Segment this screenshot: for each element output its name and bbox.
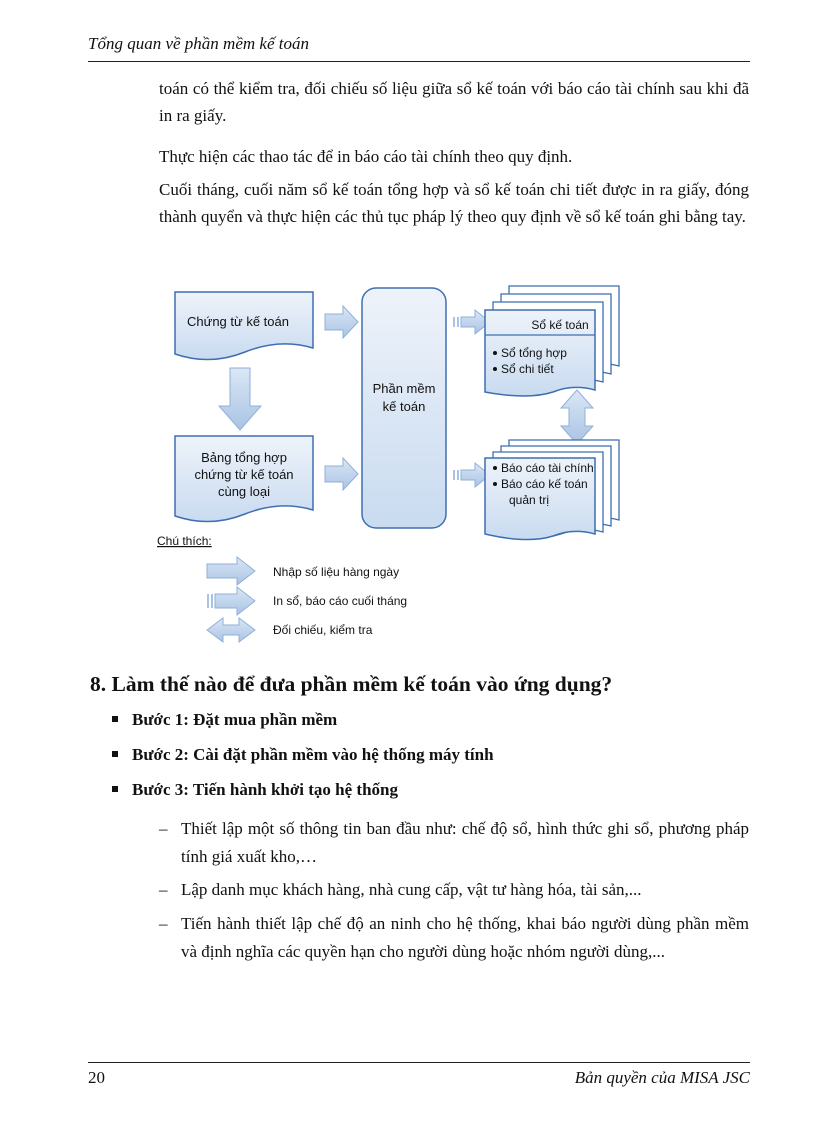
accounting-flow-diagram (155, 280, 623, 650)
paragraph-3: Cuối tháng, cuối năm sổ kế toán tổng hợp và sổ kế toán chi tiết được in ra giấy, đóng thành quyển và thực hiện các thủ tục pháp lý theo quy định về sổ kế toán ghi bằng tay. (159, 180, 749, 226)
substep-3 (159, 910, 749, 966)
legend-print-arrow-icon (207, 587, 255, 615)
bullet-square-icon (112, 751, 118, 757)
substep-2-text: Lập danh mục khách hàng, nhà cung cấp, vật tư hàng hóa, tài sản,... (181, 880, 642, 899)
dash-bullet: – (159, 880, 168, 899)
legend-item-2: In sổ, báo cáo cuối tháng (273, 594, 408, 608)
legend-item-3: Đối chiếu, kiểm tra (273, 623, 373, 637)
ledger-stack (485, 286, 619, 396)
legend-item-1: Nhập số liệu hàng ngày (273, 565, 400, 579)
dash-bullet: – (159, 819, 168, 838)
step-1-label: Bước 1: Đặt mua phần mềm (132, 710, 338, 729)
report-item-3: quản trị (509, 493, 550, 507)
report-item-1: Báo cáo tài chính (501, 461, 594, 475)
paragraph-1: toán có thể kiểm tra, đối chiếu số liệu giữa sổ kế toán với báo cáo tài chính sau khi đã in ra giấy. (159, 79, 749, 125)
bullet-square-icon (112, 716, 118, 722)
step-3-label: Bước 3: Tiến hành khởi tạo hệ thống (132, 780, 398, 799)
dash-bullet: – (159, 914, 168, 933)
legend-reconcile-arrow-icon (207, 618, 255, 642)
step-2-label: Bước 2: Cài đặt phần mềm vào hệ thống máy tính (132, 745, 494, 764)
ledger-item-1: Sổ tổng hợp (501, 346, 567, 360)
section-heading: 8. Làm thế nào để đưa phần mềm kế toán vào ứng dụng? (90, 672, 613, 696)
substep-3-text: Tiến hành thiết lập chế độ an ninh cho hệ thống, khai báo người dùng phần mềm và định nghĩa các quyền hạn cho người dùng hoặc nhóm người dùng,... (181, 914, 749, 961)
step-2 (112, 745, 494, 765)
footer-rule (88, 1062, 750, 1063)
arrow-down-icon (219, 368, 261, 430)
summary-doc-line-1: Bảng tổng hợp (201, 450, 287, 465)
legend-input-arrow-icon (207, 557, 255, 585)
paragraph-2: Thực hiện các thao tác để in báo cáo tài chính theo quy định. (159, 147, 573, 166)
report-item-2: Báo cáo kế toán (501, 477, 588, 491)
bullet-square-icon (112, 786, 118, 792)
substep-2 (159, 876, 749, 904)
arrow-input-2-icon (325, 458, 358, 490)
ledger-title: Sổ kế toán (531, 318, 589, 332)
header-rule (88, 61, 750, 62)
running-header: Tổng quan về phần mềm kế toán (88, 34, 309, 53)
page-number: 20 (88, 1068, 105, 1087)
substep-1 (159, 815, 749, 871)
ledger-item-2: Sổ chi tiết (501, 362, 554, 376)
copyright-notice: Bản quyền của MISA JSC (574, 1068, 750, 1087)
step-1 (112, 710, 337, 730)
summary-doc-line-2: chứng từ kế toán (194, 467, 294, 482)
arrow-input-1-icon (325, 306, 358, 338)
legend-title: Chú thích: (157, 534, 212, 548)
step-3 (112, 780, 398, 800)
software-label-line-2: kế toán (382, 399, 426, 414)
software-label-line-1: Phần mềm (372, 381, 436, 396)
substep-1-text: Thiết lập một số thông tin ban đầu như: chế độ sổ, hình thức ghi sổ, phương pháp tính giá xuất kho,… (181, 819, 749, 866)
source-doc-label: Chứng từ kế toán (187, 314, 289, 329)
summary-doc-line-3: cùng loại (217, 484, 271, 499)
reconcile-arrow-icon (561, 390, 593, 444)
